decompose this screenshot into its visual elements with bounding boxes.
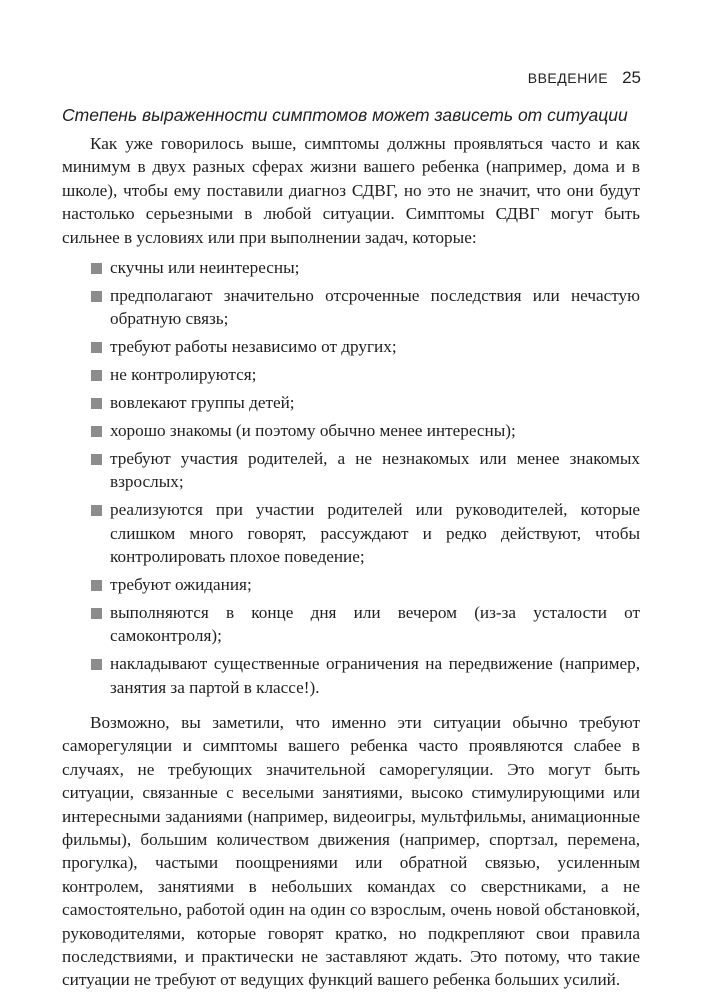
square-bullet-icon (91, 608, 102, 619)
square-bullet-icon (91, 454, 102, 465)
running-head-section: ВВЕДЕНИЕ (527, 70, 609, 86)
square-bullet-icon (91, 291, 102, 302)
square-bullet-icon (91, 342, 102, 353)
closing-paragraph: Возможно, вы заметили, что именно эти ситуации обычно требуют саморегуляции и симптомы вашего ребенка часто проявляются слабее в случаях, не требующих значительной саморегуляции. Это могут быть ситуации, связанные с веселыми занятиями, высоко стимулирующими или интересными заданиями (например, видеоигры, мультфильмы, анимационные фильмы), большим количеством движения (например, спортзал, перемена, прогулка), частыми поощрениями или обратной связью, усиленным контролем, занятиями в небольших командах со сверстниками, а не самостоятельно, работой один на один со взрослым, очень новой обстановкой, руководителями, которые говорят кратко, но подкрепляют свои правила последствиями, и практически не заставляют ждать. Это потому, что такие ситуации не требуют от ведущих функций вашего ребенка больших усилий. (62, 712, 640, 990)
page-number: 25 (622, 68, 641, 87)
square-bullet-icon (91, 426, 102, 437)
page-content (62, 104, 640, 992)
running-head (528, 68, 641, 88)
square-bullet-icon (91, 580, 102, 591)
situations-list (62, 256, 640, 699)
list-item: хорошо знакомы (и поэтому обычно менее интересны); (62, 419, 640, 442)
intro-paragraph: Как уже говорилось выше, симптомы должны проявляться часто и как минимум в двух разных сферах жизни вашего ребенка (например, дома и в школе), чтобы ему поставили диагноз СДВГ, но это не значит, что они будут настолько серьезными в любой ситуации. Симптомы СДВГ могут быть сильнее в условиях или при выполнении задач, которые: (62, 134, 640, 247)
list-item: вовлекают группы детей; (62, 391, 640, 414)
list-item: выполняются в конце дня или вечером (из-за усталости от самоконтроля); (62, 601, 640, 648)
square-bullet-icon (91, 370, 102, 381)
square-bullet-icon (91, 659, 102, 670)
list-item: не контролируются; (62, 363, 640, 386)
list-item: скучны или неинтересны; (62, 256, 640, 279)
list-item: реализуются при участии родителей или руководителей, которые слишком много говорят, рассуждают и редко действуют, чтобы контролировать плохое поведение; (62, 498, 640, 568)
list-item: накладывают существенные ограничения на передвижение (например, занятия за партой в классе!). (62, 652, 640, 699)
list-item: требуют участия родителей, а не незнакомых или менее знакомых взрослых; (62, 447, 640, 494)
list-item: требуют ожидания; (62, 573, 640, 596)
list-item: требуют работы независимо от других; (62, 335, 640, 358)
square-bullet-icon (91, 505, 102, 516)
square-bullet-icon (91, 398, 102, 409)
square-bullet-icon (91, 263, 102, 274)
list-item: предполагают значительно отсроченные последствия или нечастую обратную связь; (62, 284, 640, 331)
section-heading: Степень выраженности симптомов может зависеть от ситуации (62, 105, 628, 125)
